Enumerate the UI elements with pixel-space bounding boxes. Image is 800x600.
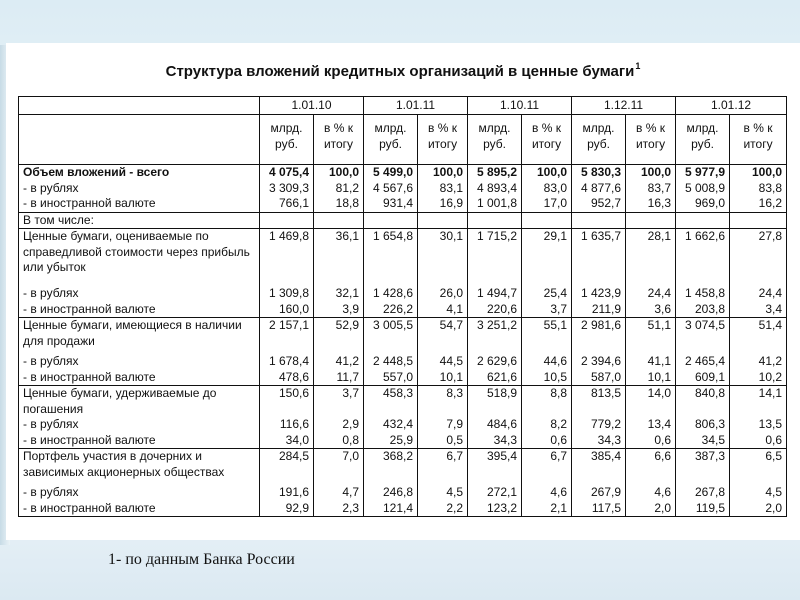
value-cell: 267,9 <box>572 485 626 501</box>
value-cell: 0,6 <box>522 433 572 449</box>
row-label: - в рублях <box>19 485 260 501</box>
value-cell: 4 075,4 <box>260 165 314 181</box>
value-cell: 1 469,8 <box>260 229 314 287</box>
unit-header-pct: в % к итогу <box>522 115 572 165</box>
value-cell: 54,7 <box>418 318 468 355</box>
value-cell: 100,0 <box>522 165 572 181</box>
unit-header-row <box>19 115 787 165</box>
footnote: 1- по данным Банка России <box>108 551 295 568</box>
value-cell: 116,6 <box>260 417 314 433</box>
row-label: Ценные бумаги, удерживаемые до погашения <box>19 386 260 418</box>
value-cell: 4 877,6 <box>572 181 626 197</box>
unit-header-pct: в % к итогу <box>730 115 787 165</box>
value-cell: 267,8 <box>676 485 730 501</box>
group-row <box>19 229 787 287</box>
value-cell: 6,7 <box>418 449 468 486</box>
row-label: - в иностранной валюте <box>19 196 260 212</box>
value-cell: 557,0 <box>364 370 418 386</box>
row-label: - в рублях <box>19 417 260 433</box>
value-cell: 0,8 <box>314 433 364 449</box>
value-cell: 226,2 <box>364 302 418 318</box>
value-cell: 17,0 <box>522 196 572 212</box>
value-cell: 952,7 <box>572 196 626 212</box>
value-cell: 55,1 <box>522 318 572 355</box>
value-cell: 34,3 <box>468 433 522 449</box>
document-image <box>6 43 800 540</box>
empty-cell <box>364 212 418 229</box>
value-cell: 36,1 <box>314 229 364 287</box>
total-rub-row <box>19 181 787 197</box>
value-cell: 518,9 <box>468 386 522 418</box>
value-cell: 16,2 <box>730 196 787 212</box>
value-cell: 16,9 <box>418 196 468 212</box>
value-cell: 29,1 <box>522 229 572 287</box>
unit-header-pct: в % к итогу <box>626 115 676 165</box>
value-cell: 100,0 <box>730 165 787 181</box>
value-cell: 41,2 <box>730 354 787 370</box>
value-cell: 92,9 <box>260 501 314 517</box>
value-cell: 41,1 <box>626 354 676 370</box>
row-label: В том числе: <box>19 212 260 229</box>
unit-header-pct: в % к итогу <box>418 115 468 165</box>
value-cell: 11,7 <box>314 370 364 386</box>
value-cell: 4,5 <box>730 485 787 501</box>
date-header-row <box>19 97 787 115</box>
value-cell: 2,1 <box>522 501 572 517</box>
empty-cell <box>626 212 676 229</box>
value-cell: 3,9 <box>314 302 364 318</box>
value-cell: 395,4 <box>468 449 522 486</box>
value-cell: 3,7 <box>522 302 572 318</box>
value-cell: 4,7 <box>314 485 364 501</box>
value-cell: 1 654,8 <box>364 229 418 287</box>
group-fx-row <box>19 370 787 386</box>
empty-cell <box>522 212 572 229</box>
row-label: - в иностранной валюте <box>19 433 260 449</box>
value-cell: 10,1 <box>626 370 676 386</box>
value-cell: 100,0 <box>626 165 676 181</box>
value-cell: 3 005,5 <box>364 318 418 355</box>
value-cell: 2,9 <box>314 417 364 433</box>
value-cell: 1 309,8 <box>260 286 314 302</box>
value-cell: 1 423,9 <box>572 286 626 302</box>
row-label: - в рублях <box>19 286 260 302</box>
value-cell: 7,0 <box>314 449 364 486</box>
securities-structure-table <box>18 96 787 517</box>
value-cell: 6,6 <box>626 449 676 486</box>
unit-header-bln: млрд. руб. <box>676 115 730 165</box>
value-cell: 484,6 <box>468 417 522 433</box>
value-cell: 387,3 <box>676 449 730 486</box>
value-cell: 2 465,4 <box>676 354 730 370</box>
total-row <box>19 165 787 181</box>
value-cell: 284,5 <box>260 449 314 486</box>
value-cell: 7,9 <box>418 417 468 433</box>
date-header: 1.12.11 <box>572 97 676 115</box>
value-cell: 5 008,9 <box>676 181 730 197</box>
value-cell: 191,6 <box>260 485 314 501</box>
value-cell: 2,3 <box>314 501 364 517</box>
value-cell: 368,2 <box>364 449 418 486</box>
value-cell: 24,4 <box>730 286 787 302</box>
unit-header-bln: млрд. руб. <box>572 115 626 165</box>
value-cell: 6,7 <box>522 449 572 486</box>
title-footnote-mark: 1 <box>635 61 641 71</box>
value-cell: 4,5 <box>418 485 468 501</box>
value-cell: 24,4 <box>626 286 676 302</box>
empty-cell <box>314 212 364 229</box>
row-label: Ценные бумаги, оцениваемые по справедливой стоимости через прибыль или убыток <box>19 229 260 287</box>
value-cell: 609,1 <box>676 370 730 386</box>
value-cell: 1 635,7 <box>572 229 626 287</box>
value-cell: 931,4 <box>364 196 418 212</box>
row-label: - в рублях <box>19 354 260 370</box>
group-fx-row <box>19 501 787 517</box>
value-cell: 14,1 <box>730 386 787 418</box>
value-cell: 18,8 <box>314 196 364 212</box>
value-cell: 44,5 <box>418 354 468 370</box>
value-cell: 1 494,7 <box>468 286 522 302</box>
value-cell: 30,1 <box>418 229 468 287</box>
value-cell: 4,6 <box>522 485 572 501</box>
value-cell: 246,8 <box>364 485 418 501</box>
value-cell: 8,8 <box>522 386 572 418</box>
group-row <box>19 386 787 418</box>
value-cell: 766,1 <box>260 196 314 212</box>
value-cell: 3,6 <box>626 302 676 318</box>
group-rub-row <box>19 417 787 433</box>
value-cell: 211,9 <box>572 302 626 318</box>
value-cell: 16,3 <box>626 196 676 212</box>
value-cell: 2 629,6 <box>468 354 522 370</box>
value-cell: 203,8 <box>676 302 730 318</box>
group-rub-row <box>19 354 787 370</box>
date-header: 1.10.11 <box>468 97 572 115</box>
value-cell: 121,4 <box>364 501 418 517</box>
value-cell: 3 074,5 <box>676 318 730 355</box>
value-cell: 2 394,6 <box>572 354 626 370</box>
group-row <box>19 449 787 486</box>
value-cell: 25,9 <box>364 433 418 449</box>
value-cell: 220,6 <box>468 302 522 318</box>
value-cell: 34,5 <box>676 433 730 449</box>
value-cell: 272,1 <box>468 485 522 501</box>
value-cell: 25,4 <box>522 286 572 302</box>
value-cell: 1 678,4 <box>260 354 314 370</box>
value-cell: 458,3 <box>364 386 418 418</box>
group-fx-row <box>19 302 787 318</box>
value-cell: 100,0 <box>314 165 364 181</box>
date-header: 1.01.10 <box>260 97 364 115</box>
header-corner-cell <box>19 97 260 115</box>
value-cell: 160,0 <box>260 302 314 318</box>
in-that-number-row <box>19 212 787 229</box>
row-label: Портфель участия в дочерних и зависимых акционерных обществах <box>19 449 260 486</box>
row-label: - в рублях <box>19 181 260 197</box>
value-cell: 969,0 <box>676 196 730 212</box>
value-cell: 44,6 <box>522 354 572 370</box>
group-fx-row <box>19 433 787 449</box>
value-cell: 51,4 <box>730 318 787 355</box>
value-cell: 621,6 <box>468 370 522 386</box>
row-label: - в иностранной валюте <box>19 501 260 517</box>
row-label: Ценные бумаги, имеющиеся в наличии для продажи <box>19 318 260 355</box>
unit-header-pct: в % к итогу <box>314 115 364 165</box>
date-header: 1.01.11 <box>364 97 468 115</box>
empty-cell <box>468 212 522 229</box>
value-cell: 2 157,1 <box>260 318 314 355</box>
value-cell: 81,2 <box>314 181 364 197</box>
value-cell: 432,4 <box>364 417 418 433</box>
value-cell: 34,0 <box>260 433 314 449</box>
value-cell: 3,7 <box>314 386 364 418</box>
value-cell: 5 499,0 <box>364 165 418 181</box>
unit-header-bln: млрд. руб. <box>364 115 418 165</box>
value-cell: 478,6 <box>260 370 314 386</box>
group-rub-row <box>19 485 787 501</box>
value-cell: 385,4 <box>572 449 626 486</box>
value-cell: 32,1 <box>314 286 364 302</box>
value-cell: 6,5 <box>730 449 787 486</box>
value-cell: 3,4 <box>730 302 787 318</box>
value-cell: 83,0 <box>522 181 572 197</box>
value-cell: 5 977,9 <box>676 165 730 181</box>
group-rub-row <box>19 286 787 302</box>
value-cell: 1 428,6 <box>364 286 418 302</box>
value-cell: 806,3 <box>676 417 730 433</box>
value-cell: 3 309,3 <box>260 181 314 197</box>
group-row <box>19 318 787 355</box>
value-cell: 123,2 <box>468 501 522 517</box>
value-cell: 10,1 <box>418 370 468 386</box>
value-cell: 14,0 <box>626 386 676 418</box>
value-cell: 10,2 <box>730 370 787 386</box>
value-cell: 2 448,5 <box>364 354 418 370</box>
value-cell: 10,5 <box>522 370 572 386</box>
value-cell: 3 251,2 <box>468 318 522 355</box>
value-cell: 51,1 <box>626 318 676 355</box>
value-cell: 4,6 <box>626 485 676 501</box>
value-cell: 26,0 <box>418 286 468 302</box>
value-cell: 1 662,6 <box>676 229 730 287</box>
total-fx-row <box>19 196 787 212</box>
empty-cell <box>676 212 730 229</box>
value-cell: 2,0 <box>626 501 676 517</box>
value-cell: 13,4 <box>626 417 676 433</box>
empty-cell <box>572 212 626 229</box>
row-label: Объем вложений - всего <box>19 165 260 181</box>
value-cell: 2,2 <box>418 501 468 517</box>
table-title: Структура вложений кредитных организаций в ценные бумаги$^1$ <box>165 61 641 80</box>
value-cell: 587,0 <box>572 370 626 386</box>
value-cell: 0,6 <box>626 433 676 449</box>
unit-header-bln: млрд. руб. <box>260 115 314 165</box>
value-cell: 4,1 <box>418 302 468 318</box>
value-cell: 0,5 <box>418 433 468 449</box>
value-cell: 4 567,6 <box>364 181 418 197</box>
value-cell: 41,2 <box>314 354 364 370</box>
value-cell: 28,1 <box>626 229 676 287</box>
value-cell: 2 981,6 <box>572 318 626 355</box>
value-cell: 8,2 <box>522 417 572 433</box>
value-cell: 83,8 <box>730 181 787 197</box>
value-cell: 1 001,8 <box>468 196 522 212</box>
value-cell: 150,6 <box>260 386 314 418</box>
value-cell: 5 830,3 <box>572 165 626 181</box>
value-cell: 27,8 <box>730 229 787 287</box>
empty-cell <box>418 212 468 229</box>
value-cell: 2,0 <box>730 501 787 517</box>
value-cell: 117,5 <box>572 501 626 517</box>
value-cell: 1 715,2 <box>468 229 522 287</box>
value-cell: 100,0 <box>418 165 468 181</box>
value-cell: 8,3 <box>418 386 468 418</box>
value-cell: 1 458,8 <box>676 286 730 302</box>
row-label: - в иностранной валюте <box>19 302 260 318</box>
value-cell: 5 895,2 <box>468 165 522 181</box>
value-cell: 52,9 <box>314 318 364 355</box>
value-cell: 83,1 <box>418 181 468 197</box>
value-cell: 83,7 <box>626 181 676 197</box>
value-cell: 4 893,4 <box>468 181 522 197</box>
empty-cell <box>730 212 787 229</box>
row-label: - в иностранной валюте <box>19 370 260 386</box>
value-cell: 0,6 <box>730 433 787 449</box>
empty-cell <box>260 212 314 229</box>
value-cell: 779,2 <box>572 417 626 433</box>
value-cell: 13,5 <box>730 417 787 433</box>
value-cell: 34,3 <box>572 433 626 449</box>
value-cell: 840,8 <box>676 386 730 418</box>
unit-header-bln: млрд. руб. <box>468 115 522 165</box>
header-corner-cell <box>19 115 260 165</box>
value-cell: 119,5 <box>676 501 730 517</box>
value-cell: 813,5 <box>572 386 626 418</box>
date-header: 1.01.12 <box>676 97 787 115</box>
